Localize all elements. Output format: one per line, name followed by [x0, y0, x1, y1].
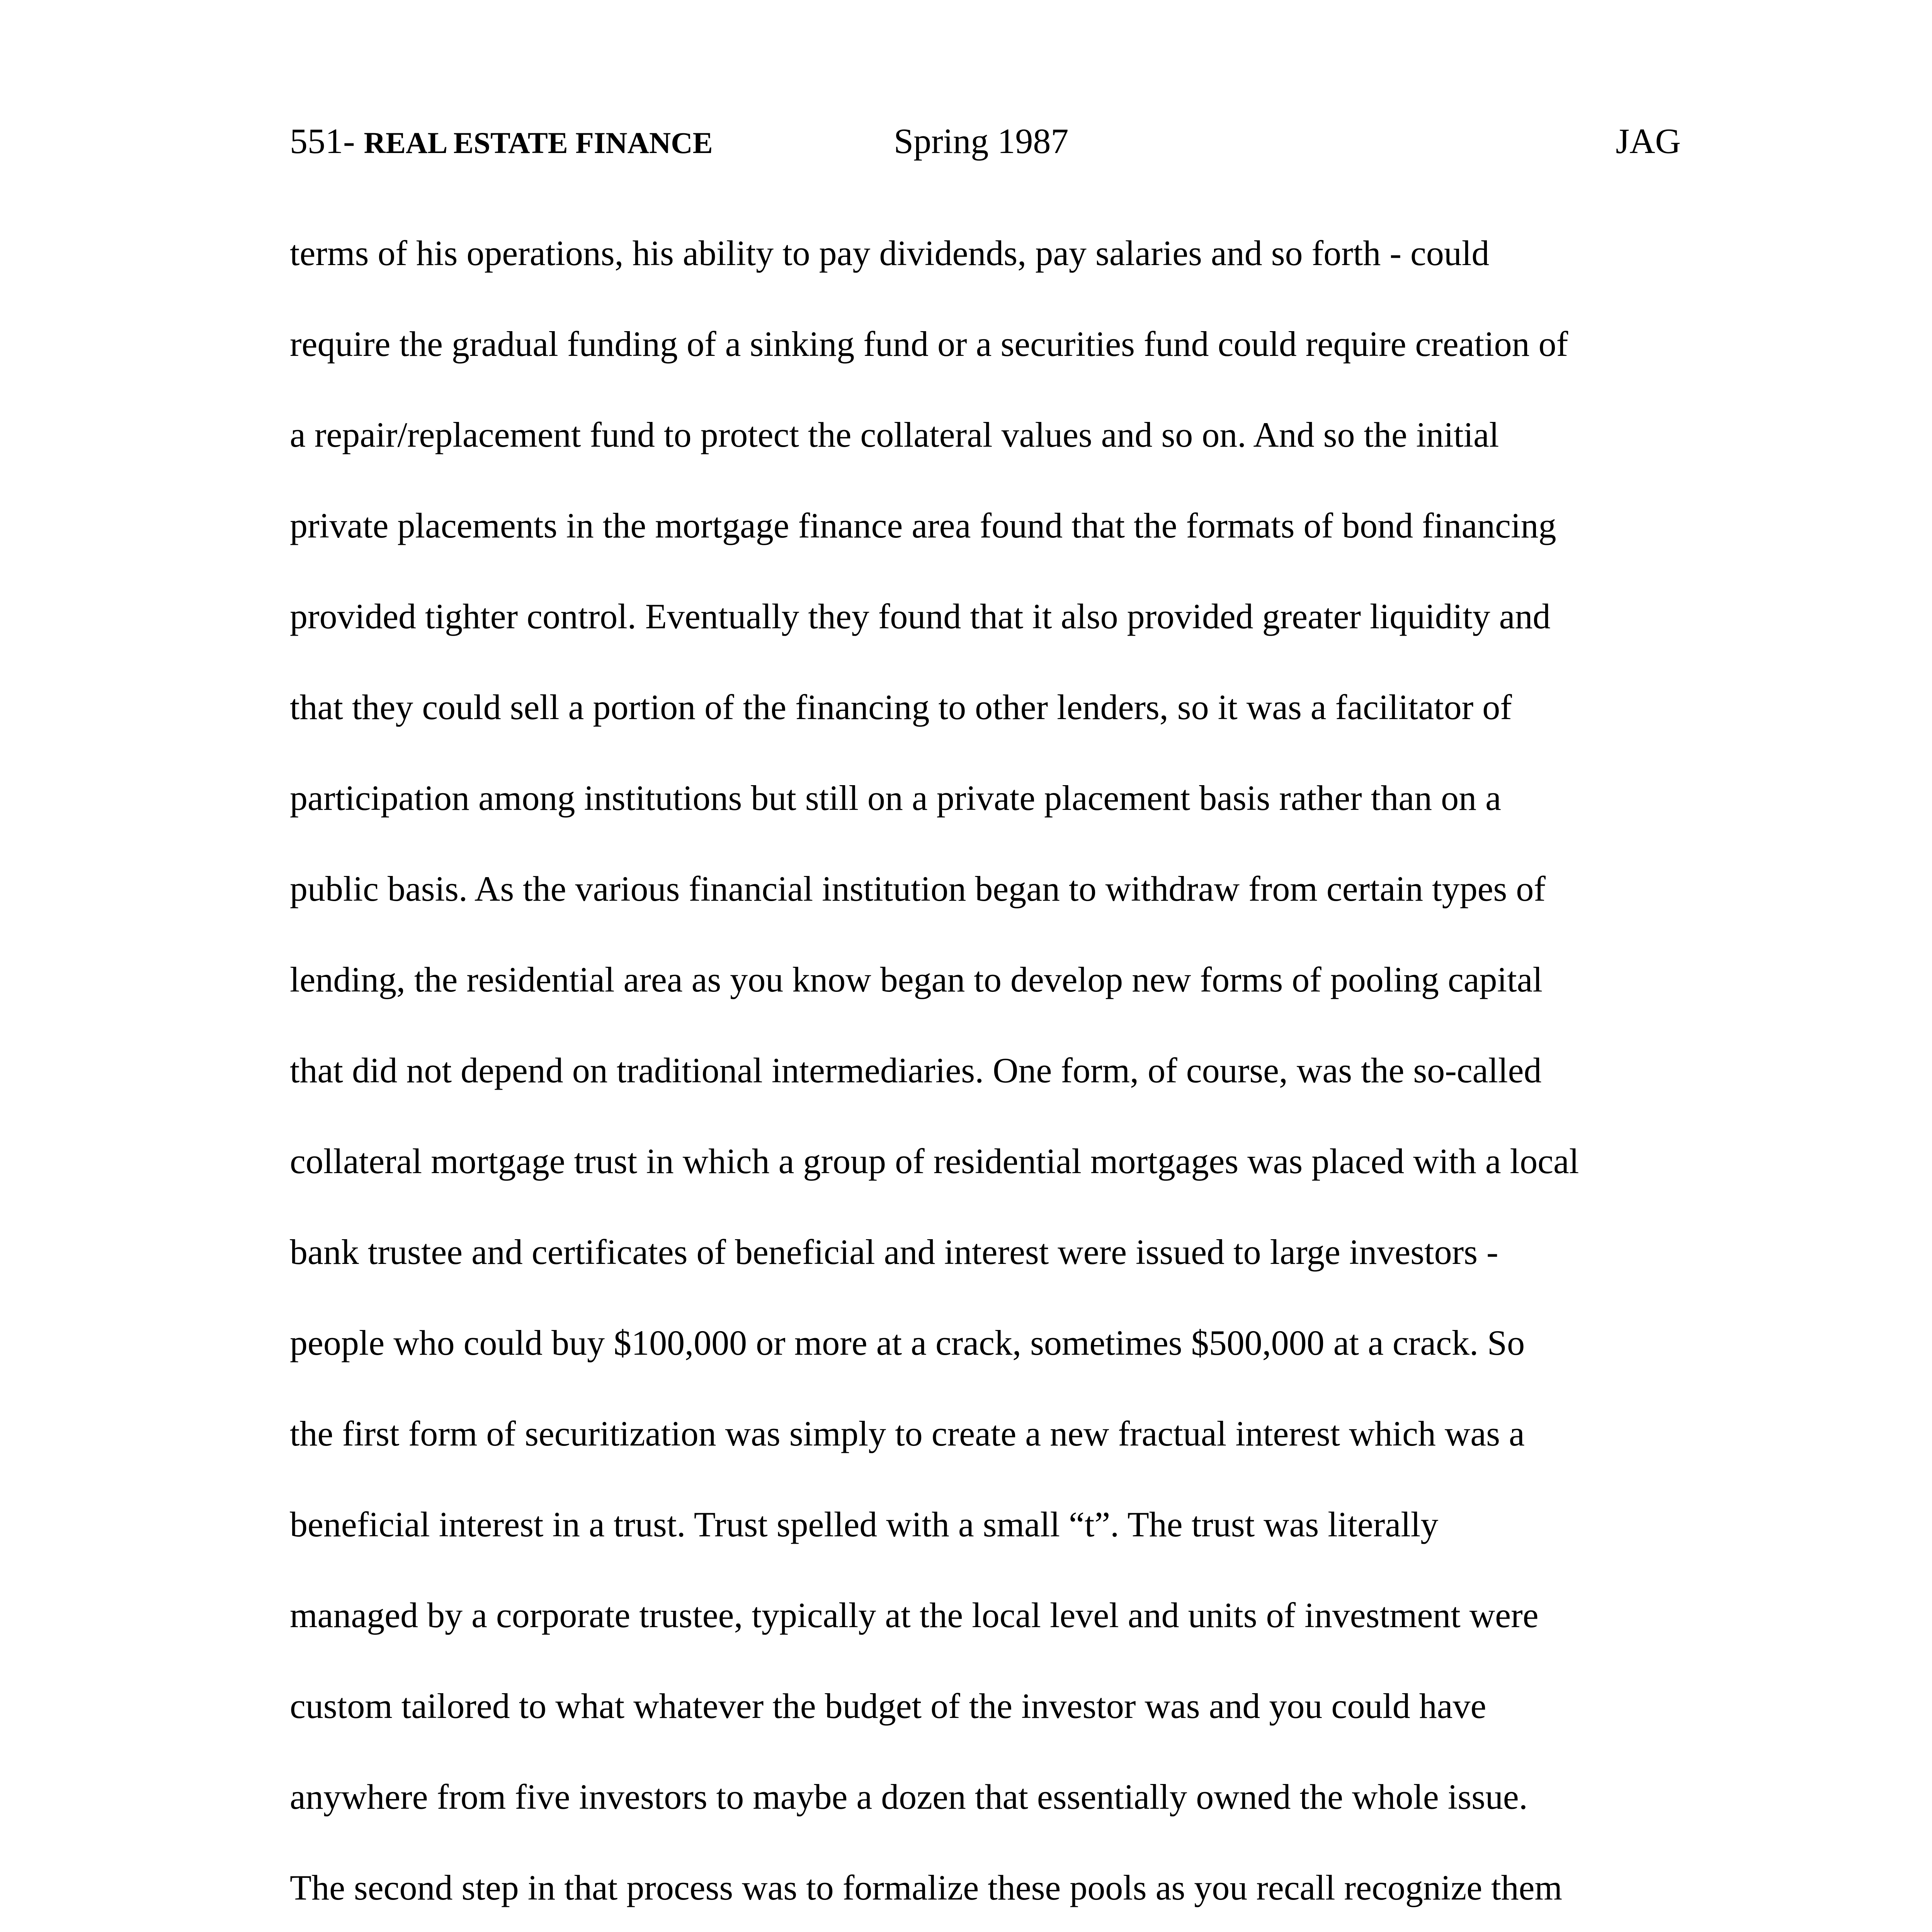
page-header [290, 116, 1681, 166]
text-line: a repair/replacement fund to protect the collateral values and so on. And so the initial [290, 415, 1499, 454]
text-line: the first form of securitization was simply to create a new fractual interest which was a [290, 1414, 1525, 1453]
course-title: REAL ESTATE FINANCE [364, 126, 713, 160]
text-line: beneficial interest in a trust. Trust spelled with a small “t”. The trust was literally [290, 1505, 1439, 1544]
text-line: require the gradual funding of a sinking fund or a securities fund could require creation of [290, 324, 1568, 364]
text-line: The second step in that process was to formalize these pools as you recall recognize them [290, 1868, 1562, 1907]
text-line: people who could buy $100,000 or more at a crack, sometimes $500,000 at a crack. So [290, 1323, 1525, 1362]
text-line: that they could sell a portion of the financing to other lenders, so it was a facilitator of [290, 687, 1512, 727]
course-heading [290, 116, 713, 168]
text-line: lending, the residential area as you know began to develop new forms of pooling capital [290, 960, 1543, 999]
text-line: provided tighter control. Eventually they found that it also provided greater liquidity and [290, 597, 1551, 636]
text-line: anywhere from five investors to maybe a dozen that essentially owned the whole issue. [290, 1777, 1528, 1816]
text-line: bank trustee and certificates of beneficial and interest were issued to large investors - [290, 1232, 1498, 1272]
text-line: participation among institutions but still on a private placement basis rather than on a [290, 778, 1501, 818]
text-line: private placements in the mortgage finance area found that the formats of bond financing [290, 506, 1556, 545]
text-line: managed by a corporate trustee, typically at the local level and units of investment were [290, 1595, 1539, 1635]
transcript-body [290, 228, 1681, 1932]
text-line: that did not depend on traditional intermediaries. One form, of course, was the so-called [290, 1051, 1542, 1090]
text-line: collateral mortgage trust in which a group of residential mortgages was placed with a local [290, 1141, 1579, 1181]
text-line: terms of his operations, his ability to pay dividends, pay salaries and so forth - could [290, 233, 1490, 273]
text-line: custom tailored to what whatever the budget of the investor was and you could have [290, 1686, 1486, 1726]
course-number: 551- [290, 121, 364, 161]
semester: Spring 1987 [894, 121, 1069, 161]
text-line: public basis. As the various financial institution began to withdraw from certain types of [290, 869, 1546, 908]
author-initials: JAG [1616, 121, 1681, 161]
